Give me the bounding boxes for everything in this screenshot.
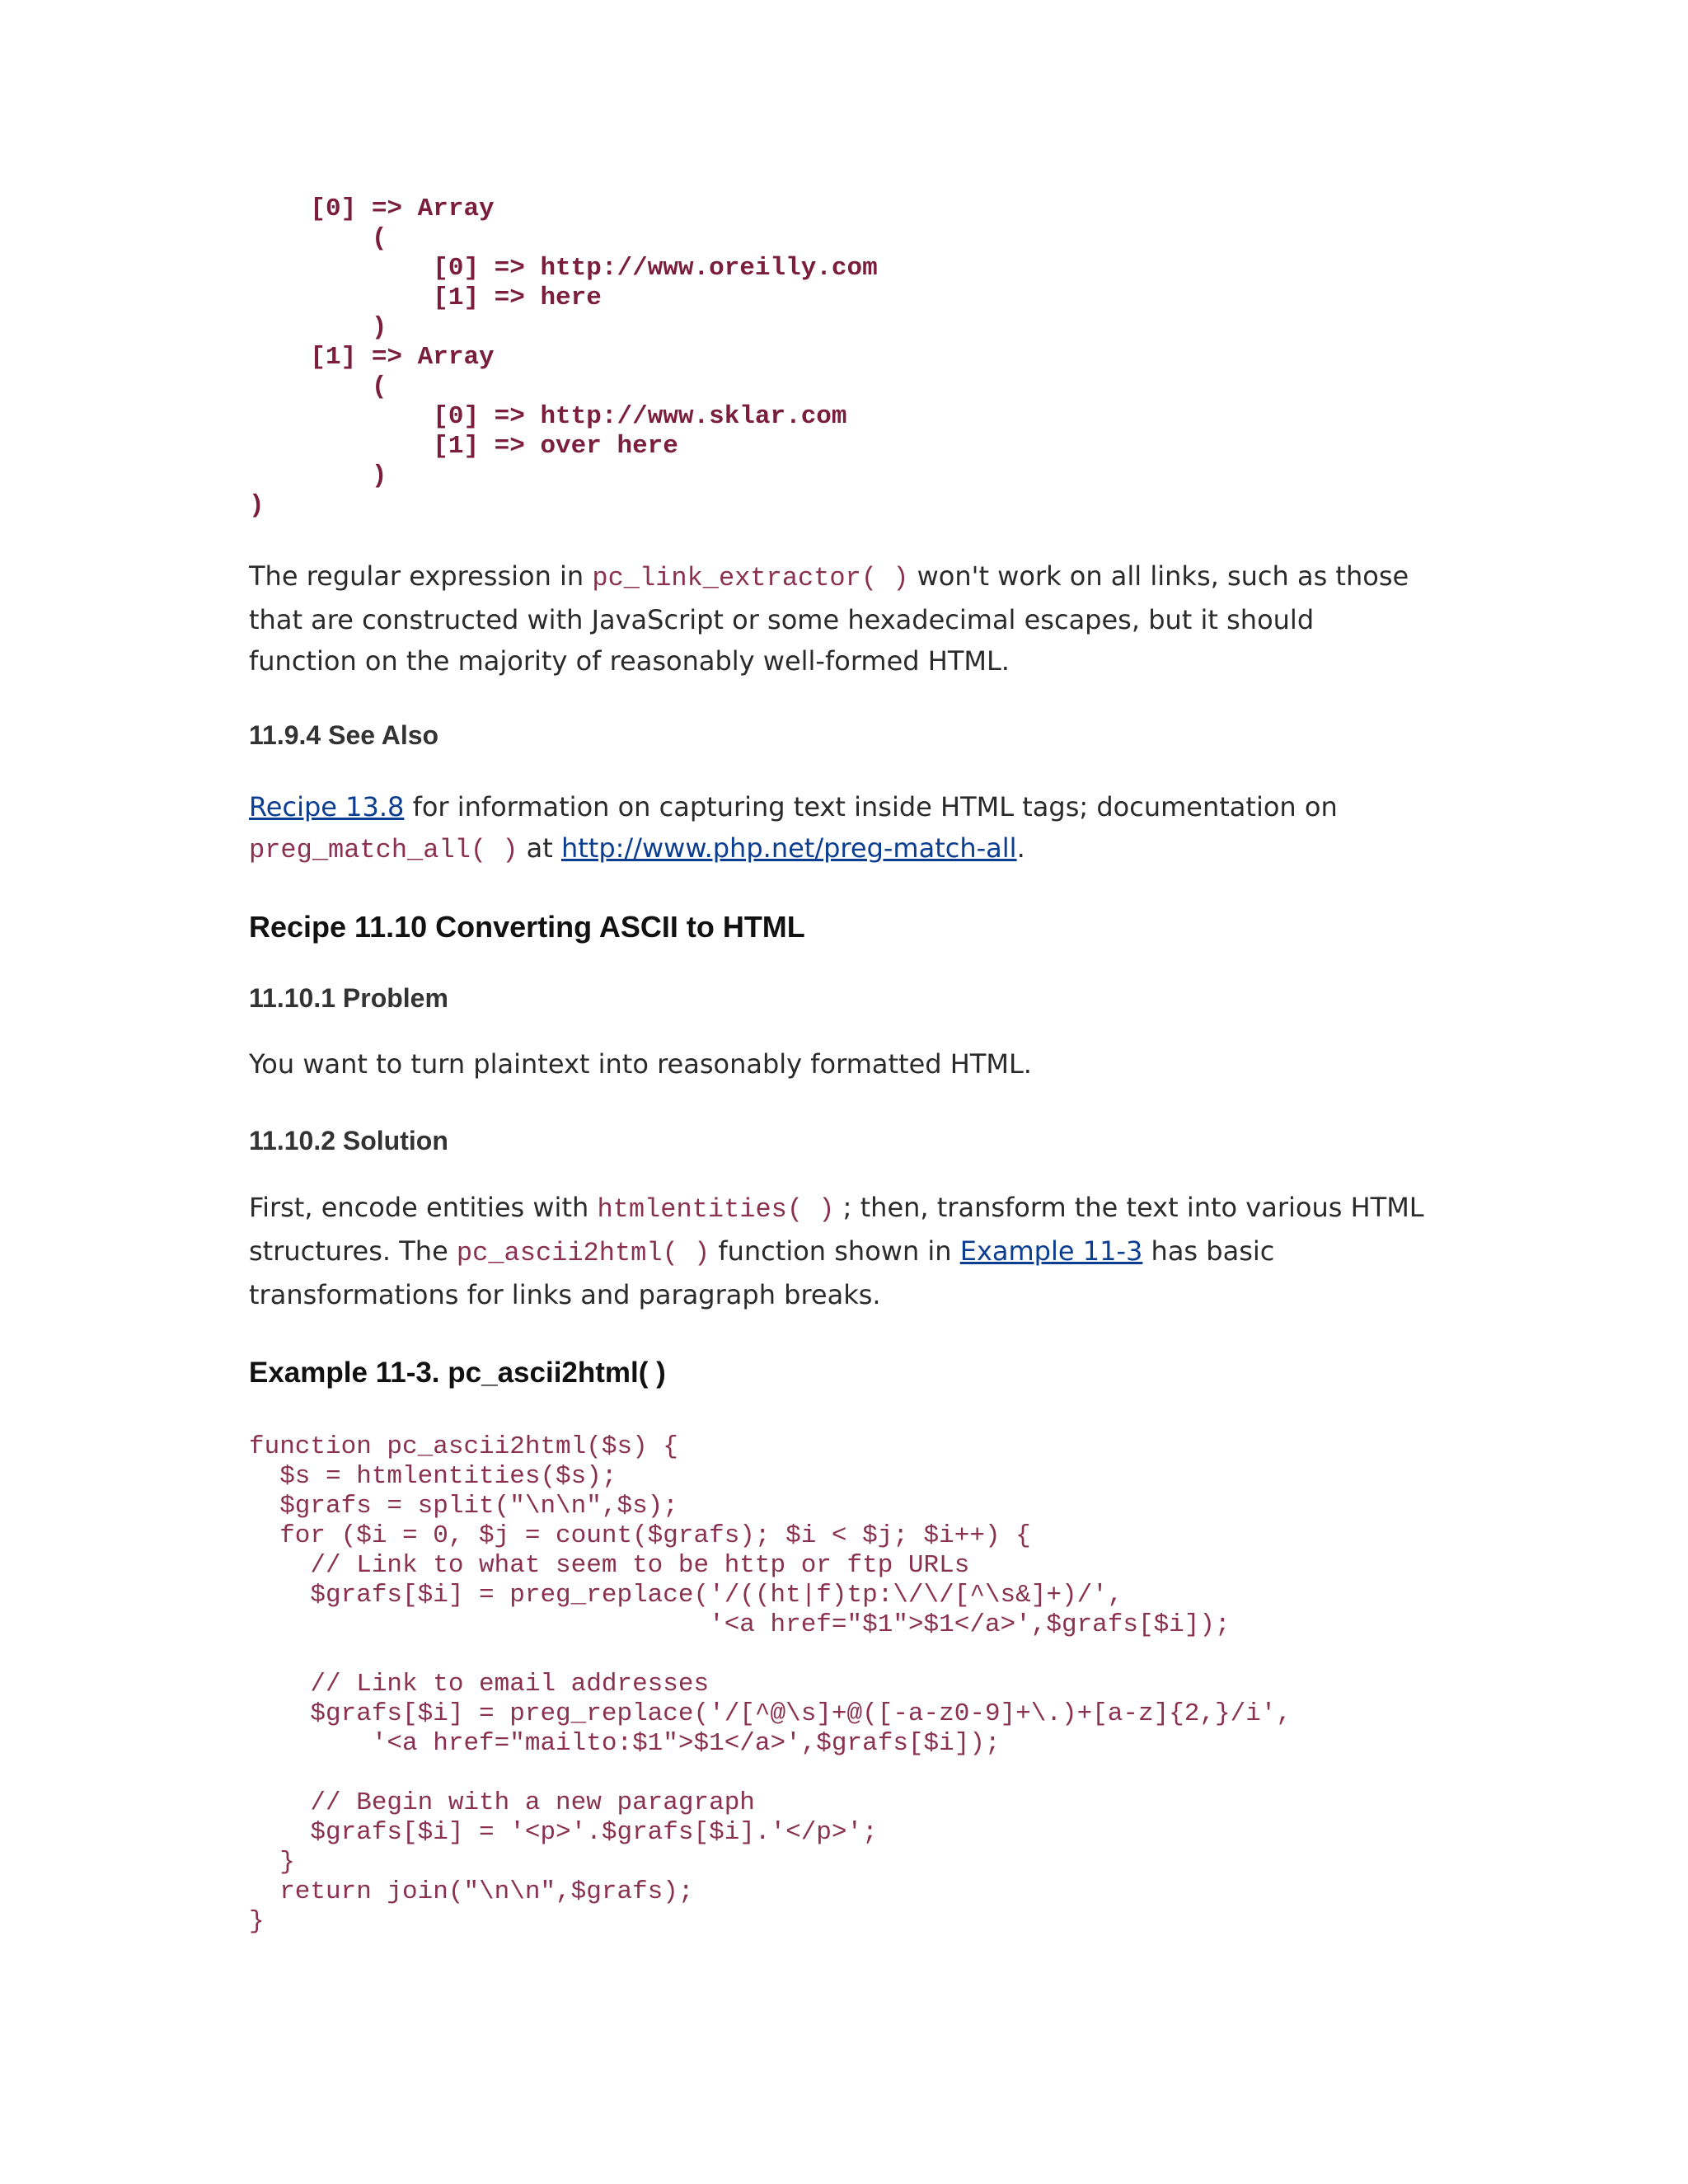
example-title: Example 11-3. pc_ascii2html( ) <box>249 1357 666 1389</box>
para-text: has basic transformations for links and paragraph breaks. <box>249 1235 1275 1310</box>
para-text: . <box>1016 832 1025 864</box>
para-text: function shown in <box>710 1235 960 1267</box>
inline-code-function: preg_match_all( ) <box>249 835 518 865</box>
print-r-output: [0] => Array ( [0] => http://www.oreilly.com [1] => here ) [1] => Array ( [0] => http://www.sklar.com [1] => over here ) ) <box>249 194 878 520</box>
solution-heading: 11.10.2 Solution <box>249 1126 448 1155</box>
example-code-block: function pc_ascii2html($s) { $s = htmlentities($s); $grafs = split("\n\n",$s); for ($i = 0, $j = count($grafs); $i < $j; $i++) { // Link to what seem to be http or ftp URLs $grafs[$i] = preg_replace('/((ht|f)tp:\/\/[^\s&]+)/', '<a href="$1">$1</a>',$grafs[$i]); // Link to email addresses $grafs[$i] = preg_replace('/[^@\s]+@([-a-z0-9]+\.)+[a-z]{2,}/i', '<a href="mailto:$1">$1</a>',$grafs[$i]); // Begin with a new paragraph $grafs[$i] = '<p>'.$grafs[$i].'</p>'; } return join("\n\n",$grafs); } <box>249 1432 1292 1936</box>
see-also-paragraph <box>249 786 1428 871</box>
recipe-title: Recipe 11.10 Converting ASCII to HTML <box>249 910 805 944</box>
inline-code-function: pc_link_extractor( ) <box>592 563 909 593</box>
para-text: First, encode entities with <box>249 1192 598 1223</box>
problem-paragraph: You want to turn plaintext into reasonably formatted HTML. <box>249 1048 1032 1080</box>
inline-code-function: pc_ascii2html( ) <box>456 1238 710 1268</box>
see-also-heading: 11.9.4 See Also <box>249 720 439 750</box>
paragraph-regex-note <box>249 555 1428 682</box>
recipe-13-8-link[interactable]: Recipe 13.8 <box>249 791 405 823</box>
para-text: The regular expression in <box>249 560 593 592</box>
para-text: won't work on all links, such as those that are constructed with JavaScript or some hexadecimal escapes, but it should function on the majority of reasonably well-formed HTML. <box>249 560 1409 677</box>
para-text: ; then, transform the text into various HTML structures. The <box>249 1192 1424 1267</box>
para-text: at <box>518 832 561 864</box>
problem-heading: 11.10.1 Problem <box>249 983 448 1013</box>
solution-paragraph <box>249 1187 1428 1315</box>
inline-code-function: htmlentities( ) <box>597 1194 835 1225</box>
example-11-3-link[interactable]: Example 11-3 <box>959 1235 1143 1267</box>
php-doc-link[interactable]: http://www.php.net/preg-match-all <box>560 832 1017 864</box>
para-text: for information on capturing text inside HTML tags; documentation on <box>404 791 1338 823</box>
